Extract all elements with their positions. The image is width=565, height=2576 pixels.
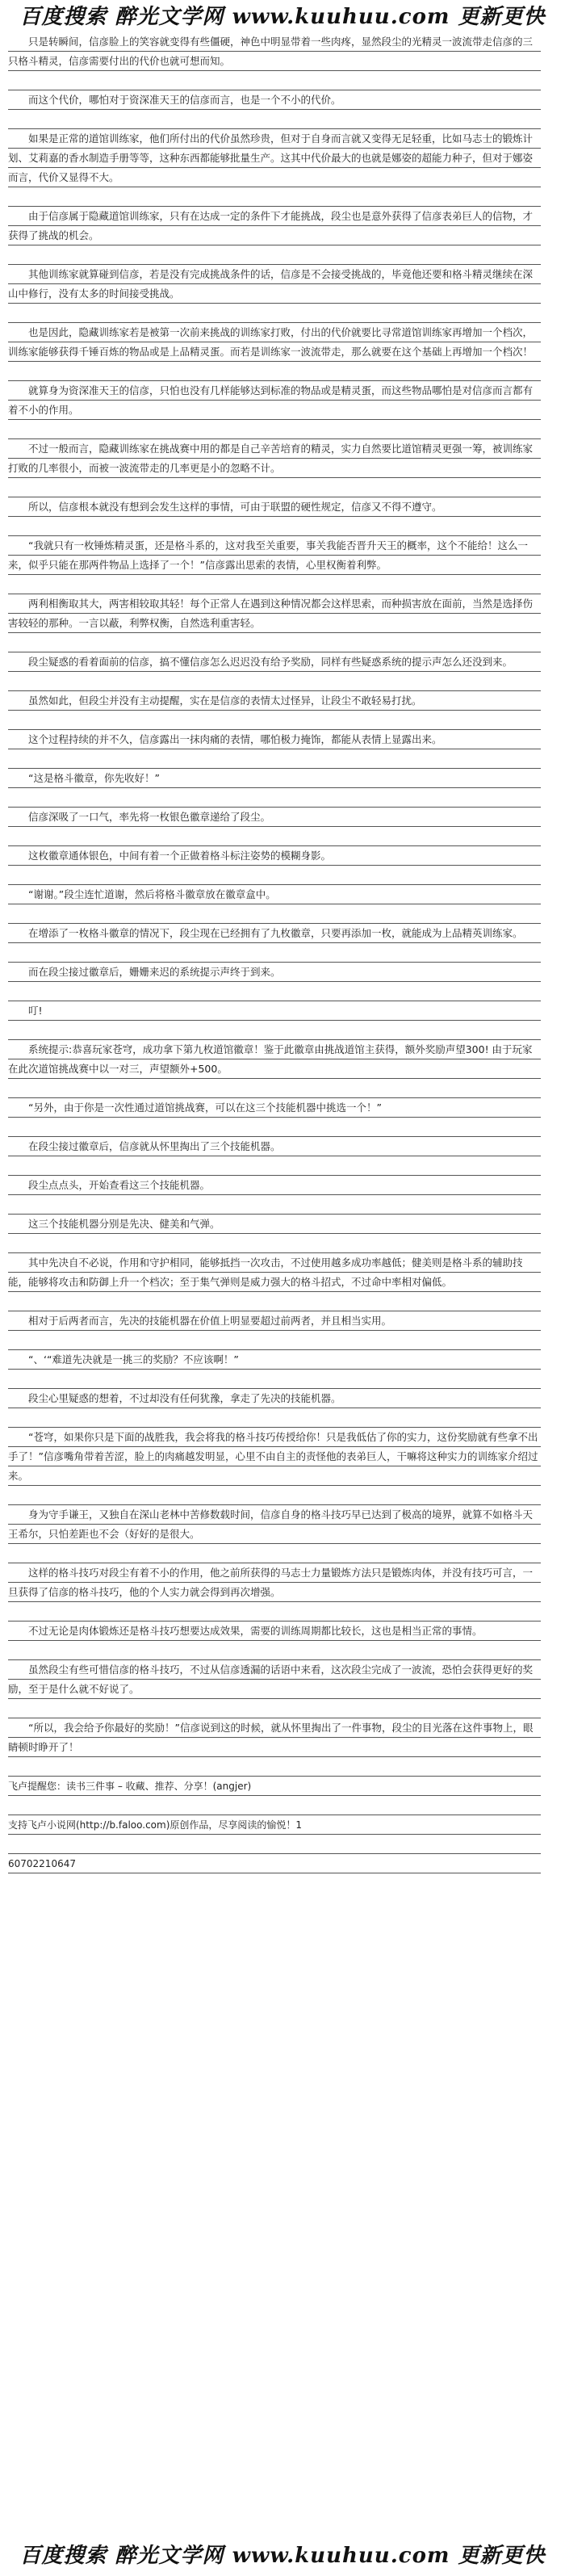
paragraph-spacer	[8, 982, 541, 1001]
article-body	[8, 32, 541, 1873]
paragraph: 其中先决自不必说，作用和守护相同，能够抵挡一次攻击，不过使用越多成功率越低；健美则是格斗系的辅助技能，能够将攻击和防御上升一个档次；至于集气弹则是威力强大的格斗招式，不过命中率相对偏低。	[8, 1253, 541, 1292]
footer-line2: 支持飞卢小说网(http://b.faloo.com)原创作品，尽享阅读的愉悦！1	[8, 1815, 541, 1835]
paragraph-spacer	[8, 904, 541, 924]
paragraph: 叮!	[8, 1001, 541, 1021]
paragraph: 而这个代价，哪怕对于资深准天王的信彦而言，也是一个不小的代价。	[8, 90, 541, 110]
paragraph: 虽然如此，但段尘并没有主动提醒，实在是信彦的表情太过怪异，让段尘不敢轻易打扰。	[8, 691, 541, 711]
paragraph-spacer	[8, 866, 541, 885]
site-banner-bottom: 百度搜索 醉光文学网 www.kuuhuu.com 更新更快	[19, 2544, 546, 2568]
paragraph-spacer	[8, 1195, 541, 1215]
paragraph: 如果是正常的道馆训练家，他们所付出的代价虽然珍贵，但对于自身而言就又变得无足轻重，比如马志士的锻炼计划、艾莉嘉的香水制造手册等等，这种东西都能够批量生产。这其中代价最大的也就是娜姿的超能力种子，但对于娜姿而言，代价又显得不大。	[8, 129, 541, 187]
paragraph-spacer	[8, 517, 541, 536]
paragraph-spacer	[8, 1602, 541, 1622]
paragraph: 而在段尘接过徽章后，姗姗来迟的系统提示声终于到来。	[8, 963, 541, 982]
paragraph: 两利相衡取其大，两害相较取其轻！每个正常人在遇到这种情况都会这样思索，而种损害放在面前，当然是选择伤害较轻的那种。一言以蔽，利弊权衡，自然选利重害轻。	[8, 594, 541, 633]
paragraph: 虽然段尘有些可惜信彦的格斗技巧，不过从信彦透漏的话语中来看，这次段尘完成了一波流，恐怕会获得更好的奖励，至于是什么就不好说了。	[8, 1660, 541, 1699]
paragraph-spacer	[8, 1292, 541, 1311]
paragraph-spacer	[8, 1757, 541, 1777]
paragraph: 这个过程持续的并不久，信彦露出一抹肉痛的表情，哪怕极力掩饰，都能从表情上显露出来。	[8, 730, 541, 749]
paragraph-spacer	[8, 110, 541, 129]
paragraph: 不过无论是肉体锻炼还是格斗技巧想要达成效果，需要的训练周期都比较长，这也是相当正常的事情。	[8, 1622, 541, 1641]
footer-spacer	[8, 1796, 541, 1815]
footer-line1: 飞卢提醒您：读书三件事 – 收藏、推荐、分享！(angjer)	[8, 1777, 541, 1796]
site-banner-top: 百度搜索 醉光文学网 www.kuuhuu.com 更新更快	[19, 5, 546, 29]
paragraph-spacer	[8, 1699, 541, 1718]
paragraph: 在段尘接过徽章后，信彦就从怀里掏出了三个技能机器。	[8, 1137, 541, 1156]
paragraph-spacer	[8, 1234, 541, 1253]
paragraph-spacer	[8, 1079, 541, 1098]
paragraph-spacer	[8, 943, 541, 963]
paragraph-spacer	[8, 362, 541, 381]
paragraph-spacer	[8, 478, 541, 497]
paragraph-spacer	[8, 633, 541, 652]
paragraph-spacer	[8, 749, 541, 769]
paragraph: 这样的格斗技巧对段尘有着不小的作用，他之前所获得的马志士力量锻炼方法只是锻炼肉体，并没有技巧可言，一旦获得了信彦的格斗技巧，他的个人实力就会得到再次增强。	[8, 1563, 541, 1602]
paragraph: “谢谢。”段尘连忙道谢，然后将格斗徽章放在徽章盒中。	[8, 885, 541, 904]
paragraph: “我就只有一枚锤炼精灵蛋，还是格斗系的，这对我至关重要，事关我能否晋升天王的概率，这个不能给！这么一来，似乎只能在那两件物品上选择了一个！”信彦露出思索的表情，心里权衡着利弊。	[8, 536, 541, 575]
footer-line3: 60702210647	[8, 1854, 541, 1873]
paragraph-spacer	[8, 1641, 541, 1660]
paragraph-spacer	[8, 1486, 541, 1505]
paragraph-spacer	[8, 672, 541, 691]
paragraph: 只是转瞬间，信彦脸上的笑容就变得有些僵硬，神色中明显带着一些肉疼，显然段尘的光精灵一波流带走信彦的三只格斗精灵，信彦需要付出的代价也就可想而知。	[8, 32, 541, 71]
paragraph-spacer	[8, 1370, 541, 1389]
paragraph: “苍穹，如果你只是下面的战胜我，我会将我的格斗技巧传授给你！只是我低估了你的实力，这份奖励就有些拿不出手了！”信彦嘴角带着苦涩，脸上的肉痛越发明显，心里不由自主的责怪他的表弟巨人，干嘛将这种实力的训练家介绍过来。	[8, 1428, 541, 1486]
paragraph-spacer	[8, 788, 541, 808]
footer-spacer	[8, 1835, 541, 1854]
paragraph-spacer	[8, 304, 541, 323]
paragraph-spacer	[8, 1156, 541, 1176]
paragraph-spacer	[8, 827, 541, 846]
paragraph-spacer	[8, 1021, 541, 1040]
paragraph: 所以，信彦根本就没有想到会发生这样的事情，可由于联盟的硬性规定，信彦又不得不遵守。	[8, 497, 541, 517]
paragraph-spacer	[8, 245, 541, 265]
paragraph: 由于信彦属于隐藏道馆训练家，只有在达成一定的条件下才能挑战，段尘也是意外获得了信彦表弟巨人的信物，才获得了挑战的机会。	[8, 207, 541, 245]
paragraph-spacer	[8, 1118, 541, 1137]
paragraph: 相对于后两者而言，先决的技能机器在价值上明显要超过前两者，并且相当实用。	[8, 1311, 541, 1331]
paragraph: 其他训练家就算碰到信彦，若是没有完成挑战条件的话，信彦是不会接受挑战的，毕竟他还要和格斗精灵继续在深山中修行，没有太多的时间接受挑战。	[8, 265, 541, 304]
paragraph: “所以，我会给予你最好的奖励！”信彦说到这的时候，就从怀里掏出了一件事物，段尘的目光落在这件事物上，眼睛顿时睁开了！	[8, 1718, 541, 1757]
paragraph-spacer	[8, 1408, 541, 1428]
paragraph-spacer	[8, 1544, 541, 1563]
paragraph: 信彦深吸了一口气，率先将一枚银色徽章递给了段尘。	[8, 808, 541, 827]
paragraph: 这三个技能机器分别是先决、健美和气弹。	[8, 1215, 541, 1234]
paragraph: 就算身为资深准天王的信彦，只怕也没有几样能够达到标准的物品或是精灵蛋，而这些物品哪怕是对信彦而言都有着不小的作用。	[8, 381, 541, 420]
paragraph: 这枚徽章通体银色，中间有着一个正做着格斗标注姿势的模糊身影。	[8, 846, 541, 866]
paragraph-spacer	[8, 187, 541, 207]
paragraph-spacer	[8, 420, 541, 439]
paragraph: 系统提示:恭喜玩家苍穹，成功拿下第九枚道馆徽章！鉴于此徽章由挑战道馆主获得，额外奖励声望300! 由于玩家在此次道馆挑战赛中以一对三，声望额外+500。	[8, 1040, 541, 1079]
paragraph: 段尘心里疑惑的想着，不过却没有任何犹豫，拿走了先决的技能机器。	[8, 1389, 541, 1408]
paragraph: 不过一般而言，隐藏训练家在挑战赛中用的都是自己辛苦培育的精灵，实力自然要比道馆精灵更强一筹，被训练家打败的几率很小，而被一波流带走的几率更是小的忽略不计。	[8, 439, 541, 478]
paragraph: “这是格斗徽章，你先收好！”	[8, 769, 541, 788]
paragraph-spacer	[8, 575, 541, 594]
paragraph-spacer	[8, 1331, 541, 1350]
paragraph: “、‘“难道先决就是一挑三的奖励？不应该啊！”	[8, 1350, 541, 1370]
paragraph: 段尘点点头，开始查看这三个技能机器。	[8, 1176, 541, 1195]
paragraph: 在增添了一枚格斗徽章的情况下，段尘现在已经拥有了九枚徽章，只要再添加一枚，就能成为上品精英训练家。	[8, 924, 541, 943]
paragraph: 段尘疑惑的看着面前的信彦，搞不懂信彦怎么迟迟没有给予奖励，同样有些疑惑系统的提示声怎么还没到来。	[8, 652, 541, 672]
paragraph-spacer	[8, 71, 541, 90]
paragraph-spacer	[8, 711, 541, 730]
paragraph: “另外，由于你是一次性通过道馆挑战赛，可以在这三个技能机器中挑选一个！”	[8, 1098, 541, 1118]
paragraph: 也是因此，隐藏训练家若是被第一次前来挑战的训练家打败，付出的代价就要比寻常道馆训练家再增加一个档次，训练家能够获得千锤百炼的物品或是上品精灵蛋。而若是训练家一波流带走，那么就要在这个基础上再增加一个档次！	[8, 323, 541, 362]
paragraph: 身为守手谦王，又独自在深山老林中苦修数载时间，信彦自身的格斗技巧早已达到了极高的境界，就算不如格斗天王希尔，只怕差距也不会（好好的是很大。	[8, 1505, 541, 1544]
